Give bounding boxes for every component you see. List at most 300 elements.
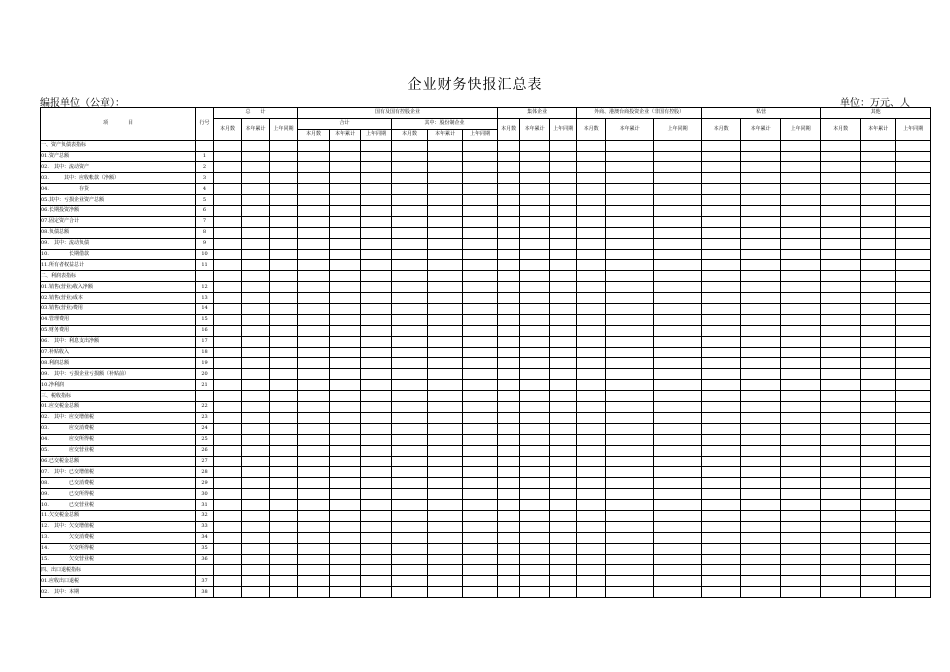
value-cell[interactable] [361, 510, 392, 521]
value-cell[interactable] [741, 314, 781, 325]
value-cell[interactable] [702, 336, 741, 347]
value-cell[interactable] [392, 184, 428, 195]
value-cell[interactable] [520, 293, 550, 304]
value-cell[interactable] [242, 336, 270, 347]
value-cell[interactable] [702, 445, 741, 456]
value-cell[interactable] [214, 467, 242, 478]
value-cell[interactable] [330, 336, 361, 347]
value-cell[interactable] [361, 249, 392, 260]
value-cell[interactable] [392, 238, 428, 249]
value-cell[interactable] [606, 500, 654, 511]
value-cell[interactable] [550, 195, 577, 206]
value-cell[interactable] [821, 412, 861, 423]
value-cell[interactable] [550, 293, 577, 304]
value-cell[interactable] [270, 238, 298, 249]
value-cell[interactable] [392, 249, 428, 260]
value-cell[interactable] [428, 434, 463, 445]
value-cell[interactable] [428, 184, 463, 195]
value-cell[interactable] [654, 140, 702, 151]
value-cell[interactable] [896, 249, 931, 260]
value-cell[interactable] [896, 347, 931, 358]
value-cell[interactable] [654, 434, 702, 445]
value-cell[interactable] [781, 336, 821, 347]
value-cell[interactable] [392, 325, 428, 336]
value-cell[interactable] [550, 358, 577, 369]
value-cell[interactable] [242, 510, 270, 521]
value-cell[interactable] [821, 238, 861, 249]
value-cell[interactable] [577, 304, 606, 315]
value-cell[interactable] [741, 260, 781, 271]
value-cell[interactable] [463, 554, 498, 565]
value-cell[interactable] [550, 532, 577, 543]
value-cell[interactable] [520, 216, 550, 227]
value-cell[interactable] [463, 216, 498, 227]
value-cell[interactable] [520, 195, 550, 206]
value-cell[interactable] [861, 195, 896, 206]
value-cell[interactable] [550, 140, 577, 151]
value-cell[interactable] [463, 314, 498, 325]
value-cell[interactable] [242, 173, 270, 184]
value-cell[interactable] [896, 304, 931, 315]
value-cell[interactable] [861, 576, 896, 587]
value-cell[interactable] [741, 521, 781, 532]
value-cell[interactable] [270, 402, 298, 413]
value-cell[interactable] [861, 140, 896, 151]
value-cell[interactable] [821, 391, 861, 402]
value-cell[interactable] [861, 325, 896, 336]
value-cell[interactable] [741, 173, 781, 184]
value-cell[interactable] [741, 587, 781, 598]
value-cell[interactable] [606, 151, 654, 162]
value-cell[interactable] [498, 412, 520, 423]
value-cell[interactable] [498, 249, 520, 260]
value-cell[interactable] [741, 216, 781, 227]
value-cell[interactable] [498, 314, 520, 325]
value-cell[interactable] [270, 423, 298, 434]
value-cell[interactable] [298, 249, 330, 260]
value-cell[interactable] [896, 402, 931, 413]
value-cell[interactable] [463, 391, 498, 402]
value-cell[interactable] [498, 336, 520, 347]
value-cell[interactable] [361, 423, 392, 434]
value-cell[interactable] [242, 532, 270, 543]
value-cell[interactable] [428, 489, 463, 500]
value-cell[interactable] [270, 162, 298, 173]
value-cell[interactable] [821, 423, 861, 434]
value-cell[interactable] [606, 184, 654, 195]
value-cell[interactable] [550, 325, 577, 336]
value-cell[interactable] [654, 195, 702, 206]
value-cell[interactable] [463, 282, 498, 293]
value-cell[interactable] [214, 489, 242, 500]
value-cell[interactable] [392, 500, 428, 511]
value-cell[interactable] [242, 271, 270, 282]
value-cell[interactable] [392, 140, 428, 151]
value-cell[interactable] [298, 216, 330, 227]
value-cell[interactable] [606, 260, 654, 271]
value-cell[interactable] [861, 206, 896, 217]
value-cell[interactable] [702, 423, 741, 434]
value-cell[interactable] [606, 347, 654, 358]
value-cell[interactable] [298, 412, 330, 423]
value-cell[interactable] [654, 358, 702, 369]
value-cell[interactable] [654, 151, 702, 162]
value-cell[interactable] [606, 314, 654, 325]
value-cell[interactable] [654, 271, 702, 282]
value-cell[interactable] [654, 467, 702, 478]
value-cell[interactable] [577, 151, 606, 162]
value-cell[interactable] [270, 434, 298, 445]
value-cell[interactable] [392, 565, 428, 576]
value-cell[interactable] [242, 227, 270, 238]
value-cell[interactable] [498, 434, 520, 445]
value-cell[interactable] [498, 282, 520, 293]
value-cell[interactable] [214, 227, 242, 238]
value-cell[interactable] [550, 402, 577, 413]
value-cell[interactable] [463, 249, 498, 260]
value-cell[interactable] [463, 293, 498, 304]
value-cell[interactable] [330, 510, 361, 521]
value-cell[interactable] [577, 260, 606, 271]
value-cell[interactable] [577, 391, 606, 402]
value-cell[interactable] [781, 521, 821, 532]
value-cell[interactable] [861, 216, 896, 227]
value-cell[interactable] [270, 347, 298, 358]
value-cell[interactable] [428, 162, 463, 173]
value-cell[interactable] [896, 140, 931, 151]
value-cell[interactable] [702, 249, 741, 260]
value-cell[interactable] [463, 140, 498, 151]
value-cell[interactable] [361, 206, 392, 217]
value-cell[interactable] [270, 369, 298, 380]
value-cell[interactable] [428, 347, 463, 358]
value-cell[interactable] [861, 162, 896, 173]
value-cell[interactable] [606, 391, 654, 402]
value-cell[interactable] [214, 173, 242, 184]
value-cell[interactable] [781, 402, 821, 413]
value-cell[interactable] [821, 151, 861, 162]
value-cell[interactable] [428, 456, 463, 467]
value-cell[interactable] [896, 467, 931, 478]
value-cell[interactable] [330, 500, 361, 511]
value-cell[interactable] [741, 151, 781, 162]
value-cell[interactable] [498, 576, 520, 587]
value-cell[interactable] [520, 576, 550, 587]
value-cell[interactable] [861, 467, 896, 478]
value-cell[interactable] [821, 271, 861, 282]
value-cell[interactable] [606, 402, 654, 413]
value-cell[interactable] [498, 445, 520, 456]
value-cell[interactable] [298, 173, 330, 184]
value-cell[interactable] [214, 206, 242, 217]
value-cell[interactable] [361, 304, 392, 315]
value-cell[interactable] [298, 521, 330, 532]
value-cell[interactable] [330, 532, 361, 543]
value-cell[interactable] [270, 216, 298, 227]
value-cell[interactable] [498, 510, 520, 521]
value-cell[interactable] [361, 456, 392, 467]
value-cell[interactable] [741, 565, 781, 576]
value-cell[interactable] [781, 412, 821, 423]
value-cell[interactable] [392, 162, 428, 173]
value-cell[interactable] [896, 336, 931, 347]
value-cell[interactable] [781, 500, 821, 511]
value-cell[interactable] [654, 456, 702, 467]
value-cell[interactable] [428, 576, 463, 587]
value-cell[interactable] [550, 489, 577, 500]
value-cell[interactable] [520, 206, 550, 217]
value-cell[interactable] [520, 445, 550, 456]
value-cell[interactable] [577, 587, 606, 598]
value-cell[interactable] [896, 314, 931, 325]
value-cell[interactable] [577, 445, 606, 456]
value-cell[interactable] [702, 489, 741, 500]
value-cell[interactable] [702, 500, 741, 511]
value-cell[interactable] [498, 489, 520, 500]
value-cell[interactable] [214, 423, 242, 434]
value-cell[interactable] [428, 260, 463, 271]
value-cell[interactable] [654, 554, 702, 565]
value-cell[interactable] [654, 293, 702, 304]
value-cell[interactable] [361, 532, 392, 543]
value-cell[interactable] [392, 554, 428, 565]
value-cell[interactable] [498, 543, 520, 554]
value-cell[interactable] [577, 510, 606, 521]
value-cell[interactable] [821, 325, 861, 336]
value-cell[interactable] [498, 423, 520, 434]
value-cell[interactable] [330, 293, 361, 304]
value-cell[interactable] [741, 238, 781, 249]
value-cell[interactable] [392, 336, 428, 347]
value-cell[interactable] [821, 434, 861, 445]
value-cell[interactable] [861, 532, 896, 543]
value-cell[interactable] [330, 184, 361, 195]
value-cell[interactable] [741, 206, 781, 217]
value-cell[interactable] [577, 358, 606, 369]
value-cell[interactable] [463, 467, 498, 478]
value-cell[interactable] [606, 532, 654, 543]
value-cell[interactable] [242, 412, 270, 423]
value-cell[interactable] [550, 521, 577, 532]
value-cell[interactable] [741, 412, 781, 423]
value-cell[interactable] [654, 510, 702, 521]
value-cell[interactable] [741, 358, 781, 369]
value-cell[interactable] [861, 412, 896, 423]
value-cell[interactable] [606, 478, 654, 489]
value-cell[interactable] [577, 500, 606, 511]
value-cell[interactable] [330, 206, 361, 217]
value-cell[interactable] [781, 380, 821, 391]
value-cell[interactable] [214, 347, 242, 358]
value-cell[interactable] [214, 271, 242, 282]
value-cell[interactable] [861, 260, 896, 271]
value-cell[interactable] [270, 587, 298, 598]
value-cell[interactable] [498, 325, 520, 336]
value-cell[interactable] [741, 227, 781, 238]
value-cell[interactable] [654, 162, 702, 173]
value-cell[interactable] [702, 402, 741, 413]
value-cell[interactable] [861, 510, 896, 521]
value-cell[interactable] [463, 456, 498, 467]
value-cell[interactable] [214, 325, 242, 336]
value-cell[interactable] [821, 587, 861, 598]
value-cell[interactable] [463, 271, 498, 282]
value-cell[interactable] [520, 391, 550, 402]
value-cell[interactable] [606, 206, 654, 217]
value-cell[interactable] [654, 304, 702, 315]
value-cell[interactable] [270, 445, 298, 456]
value-cell[interactable] [463, 238, 498, 249]
value-cell[interactable] [428, 325, 463, 336]
value-cell[interactable] [498, 184, 520, 195]
value-cell[interactable] [463, 206, 498, 217]
value-cell[interactable] [392, 304, 428, 315]
value-cell[interactable] [361, 325, 392, 336]
value-cell[interactable] [606, 576, 654, 587]
value-cell[interactable] [428, 412, 463, 423]
value-cell[interactable] [463, 576, 498, 587]
value-cell[interactable] [298, 238, 330, 249]
value-cell[interactable] [606, 521, 654, 532]
value-cell[interactable] [702, 162, 741, 173]
value-cell[interactable] [821, 456, 861, 467]
value-cell[interactable] [861, 249, 896, 260]
value-cell[interactable] [498, 369, 520, 380]
value-cell[interactable] [741, 402, 781, 413]
value-cell[interactable] [550, 282, 577, 293]
value-cell[interactable] [270, 173, 298, 184]
value-cell[interactable] [550, 510, 577, 521]
value-cell[interactable] [654, 380, 702, 391]
value-cell[interactable] [896, 195, 931, 206]
value-cell[interactable] [702, 184, 741, 195]
value-cell[interactable] [550, 500, 577, 511]
value-cell[interactable] [896, 380, 931, 391]
value-cell[interactable] [550, 467, 577, 478]
value-cell[interactable] [741, 434, 781, 445]
value-cell[interactable] [330, 162, 361, 173]
value-cell[interactable] [214, 162, 242, 173]
value-cell[interactable] [821, 565, 861, 576]
value-cell[interactable] [330, 195, 361, 206]
value-cell[interactable] [606, 173, 654, 184]
value-cell[interactable] [896, 162, 931, 173]
value-cell[interactable] [330, 434, 361, 445]
value-cell[interactable] [498, 173, 520, 184]
value-cell[interactable] [330, 260, 361, 271]
value-cell[interactable] [214, 543, 242, 554]
value-cell[interactable] [861, 151, 896, 162]
value-cell[interactable] [606, 467, 654, 478]
value-cell[interactable] [550, 587, 577, 598]
value-cell[interactable] [498, 565, 520, 576]
value-cell[interactable] [821, 489, 861, 500]
value-cell[interactable] [242, 195, 270, 206]
value-cell[interactable] [361, 151, 392, 162]
value-cell[interactable] [702, 467, 741, 478]
value-cell[interactable] [861, 478, 896, 489]
value-cell[interactable] [214, 238, 242, 249]
value-cell[interactable] [214, 140, 242, 151]
value-cell[interactable] [577, 216, 606, 227]
value-cell[interactable] [214, 510, 242, 521]
value-cell[interactable] [392, 510, 428, 521]
value-cell[interactable] [861, 521, 896, 532]
value-cell[interactable] [330, 151, 361, 162]
value-cell[interactable] [298, 402, 330, 413]
value-cell[interactable] [428, 151, 463, 162]
value-cell[interactable] [270, 380, 298, 391]
value-cell[interactable] [577, 380, 606, 391]
value-cell[interactable] [242, 445, 270, 456]
value-cell[interactable] [298, 314, 330, 325]
value-cell[interactable] [520, 314, 550, 325]
value-cell[interactable] [214, 456, 242, 467]
value-cell[interactable] [214, 478, 242, 489]
value-cell[interactable] [781, 576, 821, 587]
value-cell[interactable] [781, 358, 821, 369]
value-cell[interactable] [741, 423, 781, 434]
value-cell[interactable] [702, 304, 741, 315]
value-cell[interactable] [298, 500, 330, 511]
value-cell[interactable] [428, 500, 463, 511]
value-cell[interactable] [861, 173, 896, 184]
value-cell[interactable] [498, 140, 520, 151]
value-cell[interactable] [298, 282, 330, 293]
value-cell[interactable] [577, 314, 606, 325]
value-cell[interactable] [654, 489, 702, 500]
value-cell[interactable] [781, 314, 821, 325]
value-cell[interactable] [270, 456, 298, 467]
value-cell[interactable] [781, 369, 821, 380]
value-cell[interactable] [896, 206, 931, 217]
value-cell[interactable] [550, 238, 577, 249]
value-cell[interactable] [520, 456, 550, 467]
value-cell[interactable] [896, 325, 931, 336]
value-cell[interactable] [214, 434, 242, 445]
value-cell[interactable] [392, 423, 428, 434]
value-cell[interactable] [702, 576, 741, 587]
value-cell[interactable] [520, 336, 550, 347]
value-cell[interactable] [896, 412, 931, 423]
value-cell[interactable] [821, 293, 861, 304]
value-cell[interactable] [392, 576, 428, 587]
value-cell[interactable] [242, 467, 270, 478]
value-cell[interactable] [550, 271, 577, 282]
value-cell[interactable] [861, 402, 896, 413]
value-cell[interactable] [520, 423, 550, 434]
value-cell[interactable] [428, 587, 463, 598]
value-cell[interactable] [861, 423, 896, 434]
value-cell[interactable] [741, 543, 781, 554]
value-cell[interactable] [392, 282, 428, 293]
value-cell[interactable] [330, 140, 361, 151]
value-cell[interactable] [242, 576, 270, 587]
value-cell[interactable] [428, 369, 463, 380]
value-cell[interactable] [242, 282, 270, 293]
value-cell[interactable] [242, 543, 270, 554]
value-cell[interactable] [654, 227, 702, 238]
value-cell[interactable] [861, 500, 896, 511]
value-cell[interactable] [550, 554, 577, 565]
value-cell[interactable] [428, 467, 463, 478]
value-cell[interactable] [428, 543, 463, 554]
value-cell[interactable] [242, 314, 270, 325]
value-cell[interactable] [606, 216, 654, 227]
value-cell[interactable] [861, 456, 896, 467]
value-cell[interactable] [606, 412, 654, 423]
value-cell[interactable] [654, 543, 702, 554]
